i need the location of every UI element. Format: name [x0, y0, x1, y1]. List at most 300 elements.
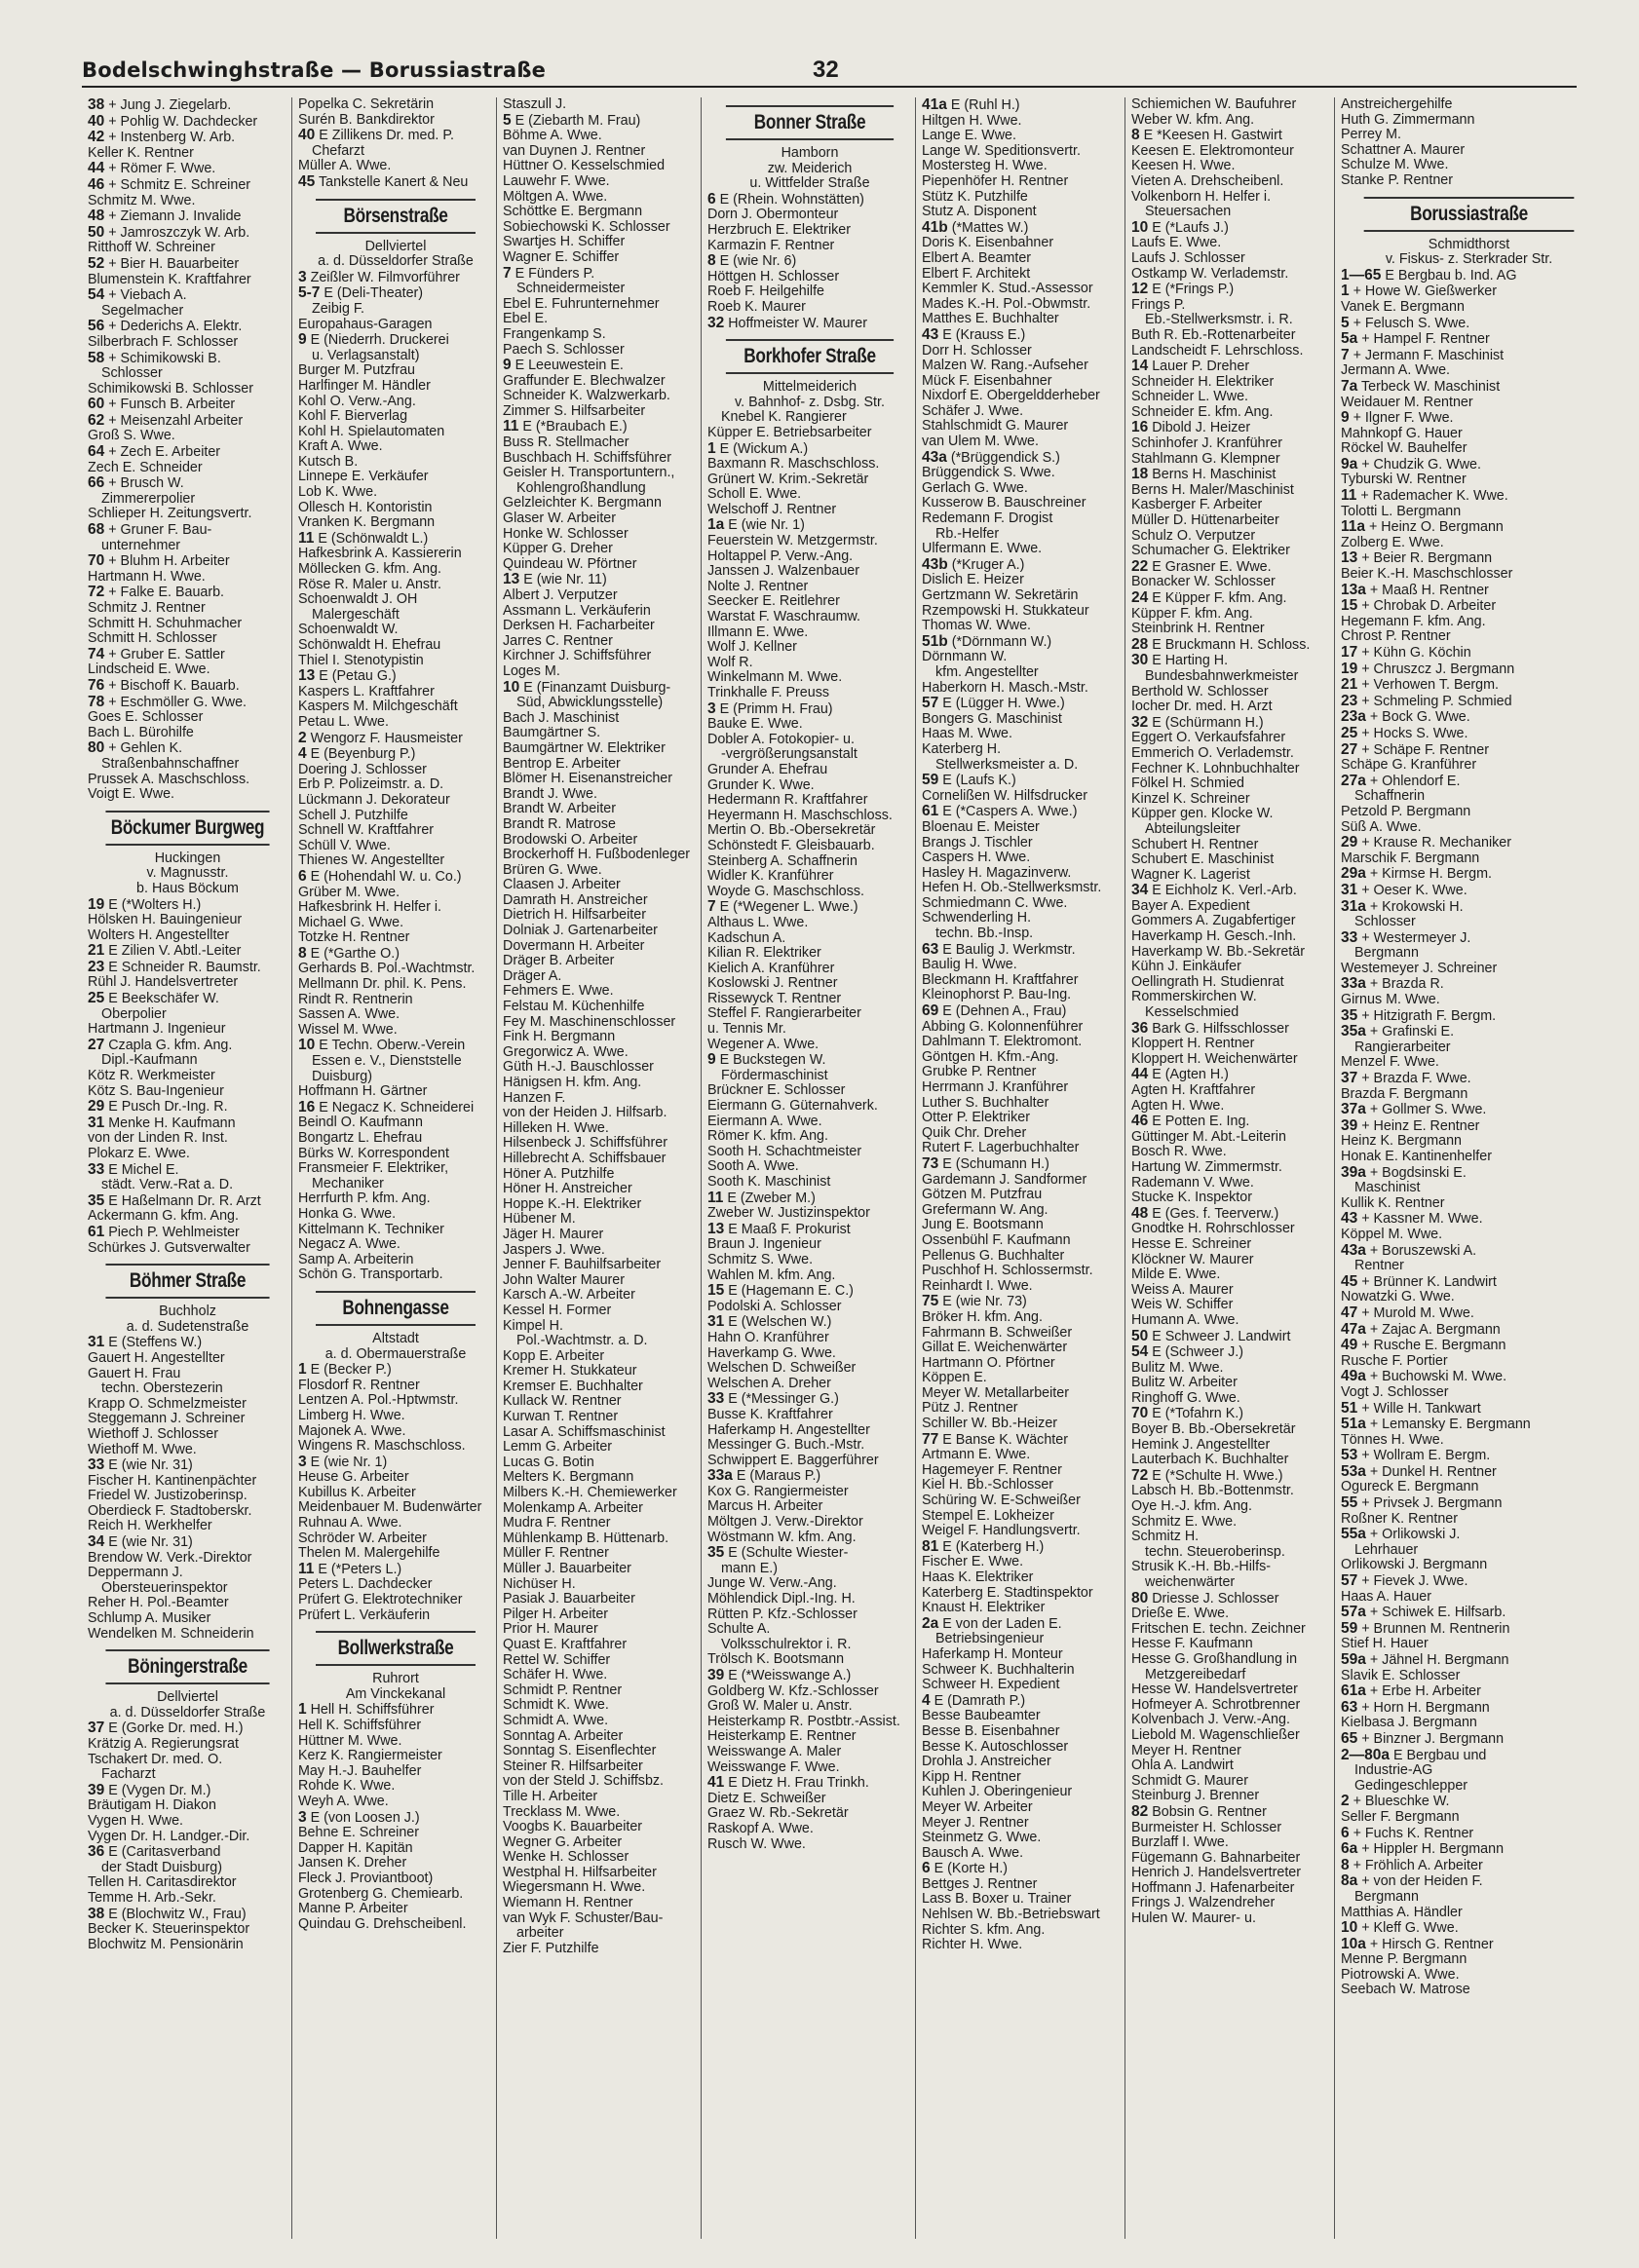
directory-entry: Gregorwicz A. Wwe.	[503, 1044, 629, 1060]
directory-entry: 31 E (Welschen W.)	[707, 1314, 832, 1331]
house-number: 37	[1341, 1071, 1358, 1087]
directory-entry: Thiel I. Stenotypistin	[298, 653, 424, 668]
directory-entry: Herrfurth P. kfm. Ang.	[298, 1191, 431, 1207]
house-number: 8a	[1341, 1873, 1358, 1890]
directory-entry: Bauke E. Wwe.	[707, 717, 803, 733]
directory-entry: 62 + Meisenzahl Arbeiter	[88, 412, 244, 429]
directory-entry: Laufs J. Schlosser	[1131, 250, 1245, 266]
directory-entry: Ebel E.	[503, 312, 549, 327]
house-number: 48	[88, 208, 105, 225]
page-title: Bodelschwinghstraße — Borussiastraße	[82, 58, 547, 82]
directory-entry: Fleck J. Proviantboot)	[298, 1871, 434, 1886]
street-heading: Böningerstraße	[105, 1649, 269, 1684]
directory-entry: Surén B. Bankdirektor	[298, 112, 435, 128]
directory-entry: 7 E Fünders P.	[503, 265, 595, 282]
district-line: Dellviertel	[157, 1690, 218, 1706]
district-line: Am Vinckekanal	[345, 1686, 446, 1702]
directory-entry: Vygen H. Wwe.	[88, 1813, 183, 1829]
district-line: Buchholz	[159, 1304, 216, 1320]
house-number: 42	[88, 130, 105, 146]
directory-entry: 81 E (Katerberg H.)	[922, 1538, 1045, 1555]
directory-entry: Bach J. Maschinist	[503, 710, 620, 726]
directory-entry: Nowatzki G. Wwe.	[1341, 1290, 1455, 1305]
directory-entry: 55a + Orlikowski J.	[1341, 1527, 1461, 1543]
directory-entry: Schönstedt F. Gleisbauarb.	[707, 838, 875, 853]
directory-entry: Hesse G. Großhandlung in	[1131, 1651, 1298, 1667]
directory-entry: Woyde G. Maschschloss.	[707, 884, 865, 899]
directory-entry: Melters K. Bergmann	[503, 1470, 634, 1486]
house-number: 36	[88, 1844, 105, 1861]
directory-entry: 76 + Bischoff K. Bauarb.	[88, 677, 240, 694]
entry-continuation: Bundesbahnwerkmeister	[1145, 668, 1299, 684]
directory-entry: Temme H. Arb.-Sekr.	[88, 1890, 216, 1906]
directory-entry: Kolvenbach J. Verw.-Ang.	[1131, 1713, 1290, 1728]
directory-entry: Hartmann J. Ingenieur	[88, 1022, 226, 1038]
house-number: 64	[88, 444, 105, 461]
directory-entry: 39 + Heinz E. Rentner	[1341, 1117, 1480, 1134]
directory-entry: 1a E (wie Nr. 1)	[707, 517, 805, 534]
directory-entry: Rusch W. Wwe.	[707, 1836, 806, 1852]
directory-entry: 6 E (Hohendahl W. u. Co.)	[298, 868, 462, 885]
directory-entry: Sooth H. Schachtmeister	[707, 1144, 862, 1159]
district-line: a. d. Sudetenstraße	[126, 1319, 249, 1335]
directory-entry: von der Heiden J. Hilfsarb.	[503, 1106, 667, 1121]
directory-entry: Swartjes H. Schiffer	[503, 235, 626, 250]
house-number: 33a	[1341, 976, 1366, 993]
directory-entry: Gommers A. Zugabfertiger	[1131, 914, 1296, 929]
house-number: 9	[707, 1052, 716, 1069]
house-number: 34	[88, 1534, 105, 1551]
entry-continuation: Betriebsingenieur	[935, 1632, 1045, 1647]
house-number: 11	[1341, 488, 1357, 505]
directory-entry: Kurwan T. Rentner	[503, 1410, 619, 1425]
directory-entry: Krapp O. Schmelzmeister	[88, 1396, 247, 1412]
directory-entry: Schönwaldt H. Ehefrau	[298, 638, 441, 653]
directory-entry: Kloppert H. Weichenwärter	[1131, 1051, 1298, 1067]
directory-entry: Schweer H. Expedient	[922, 1678, 1060, 1693]
directory-entry: Jenner F. Bauhilfsarbeiter	[503, 1258, 662, 1273]
directory-entry: Strusik K.-H. Bb.-Hilfs-	[1131, 1560, 1271, 1575]
directory-entry: Volkenborn H. Helfer i.	[1131, 189, 1272, 205]
house-number: 15	[1341, 598, 1358, 615]
directory-entry: Güth H.-J. Bauschlosser	[503, 1060, 654, 1076]
directory-entry: Friedel W. Justizoberinsp.	[88, 1489, 248, 1504]
directory-entry: Anstreichergehilfe	[1341, 97, 1453, 112]
directory-entry: Blömer H. Eisenanstreicher	[503, 772, 673, 787]
directory-entry: Dorn J. Obermonteur	[707, 208, 839, 223]
directory-entry: Fischer E. Wwe.	[922, 1555, 1024, 1570]
house-number: 8	[1341, 1857, 1350, 1873]
directory-entry: Wendelken M. Schneiderin	[88, 1626, 254, 1642]
directory-entry: Milde E. Wwe.	[1131, 1267, 1221, 1283]
directory-entry: Haferkamp H. Monteur	[922, 1646, 1063, 1662]
directory-entry: 55 + Privsek J. Bergmann	[1341, 1495, 1503, 1512]
directory-entry: Popelka C. Sekretärin	[298, 97, 435, 112]
directory-entry: Bloenau E. Meister	[922, 819, 1040, 835]
directory-entry: Hölsken H. Bauingenieur	[88, 913, 243, 928]
directory-entry: Nixdorf E. Obergeldderheber	[922, 389, 1100, 404]
house-number: 50	[1131, 1328, 1149, 1344]
directory-entry: Fransmeier F. Elektriker,	[298, 1161, 449, 1177]
house-number: 51	[1341, 1400, 1358, 1417]
entry-continuation: der Stadt Duisburg)	[101, 1860, 222, 1875]
directory-entry: 9 E Leeuwestein E.	[503, 358, 624, 374]
entry-continuation: Gedingeschlepper	[1354, 1778, 1468, 1794]
directory-entry: Plokarz E. Wwe.	[88, 1147, 190, 1161]
directory-entry: Jäger H. Maurer	[503, 1227, 604, 1242]
directory-entry: Bosch R. Wwe.	[1131, 1145, 1227, 1160]
directory-entry: Menne P. Bergmann	[1341, 1952, 1467, 1968]
directory-entry: Voogbs K. Bauarbeiter	[503, 1820, 643, 1835]
directory-entry: Wolf J. Kellner	[707, 640, 797, 656]
entry-continuation: weichenwärter	[1145, 1575, 1236, 1590]
directory-entry: Mostersteg H. Wwe.	[922, 159, 1048, 174]
directory-entry: Gerhards B. Pol.-Wachtmstr.	[298, 962, 476, 977]
directory-entry: Schwenderling H.	[922, 911, 1032, 926]
directory-entry: Thelen M. Malergehilfe	[298, 1546, 440, 1562]
directory-entry: Karsch A.-W. Arbeiter	[503, 1288, 635, 1304]
directory-entry: Schlieper H. Zeitungsvertr.	[88, 507, 252, 522]
directory-entry: Molenkamp A. Arbeiter	[503, 1500, 643, 1516]
directory-entry: Thienes W. Angestellter	[298, 853, 445, 869]
directory-entry: Michael G. Wwe.	[298, 915, 404, 930]
directory-entry: Oberdieck F. Stadtoberskr.	[88, 1503, 252, 1519]
directory-entry: Matthes E. Buchhalter	[922, 312, 1059, 327]
directory-entry: Brangs J. Tischler	[922, 835, 1033, 850]
directory-entry: Schmitz J. Rentner	[88, 601, 206, 616]
directory-entry: Sooth K. Maschinist	[707, 1175, 831, 1190]
directory-entry: Orlikowski J. Bergmann	[1341, 1558, 1488, 1573]
directory-entry: 8 E *Keesen H. Gastwirt	[1131, 128, 1282, 144]
house-number: 44	[88, 161, 105, 177]
directory-entry: Tellen H. Caritasdirektor	[88, 1875, 237, 1891]
directory-entry: 73 E (Schumann H.)	[922, 1155, 1049, 1172]
directory-entry: 33 E (wie Nr. 31)	[88, 1457, 193, 1474]
house-number: 51a	[1341, 1417, 1366, 1433]
directory-entry: Stahlmann G. Klempner	[1131, 451, 1280, 467]
directory-entry: Voigt E. Wwe.	[88, 787, 174, 803]
directory-entry: Gnodtke H. Rohrschlosser	[1131, 1222, 1295, 1237]
directory-entry: Ogureck E. Bergmann	[1341, 1480, 1479, 1495]
directory-entry: Illmann E. Wwe.	[707, 624, 809, 640]
directory-entry: 13 + Beier R. Bergmann	[1341, 550, 1493, 567]
house-number: 13	[298, 668, 316, 685]
directory-entry: Felstau M. Küchenhilfe	[503, 1000, 645, 1015]
directory-entry: 60 + Funsch B. Arbeiter	[88, 397, 236, 413]
directory-entry: Doering J. Schlosser	[298, 762, 427, 777]
directory-entry: Baxmann R. Maschschloss.	[707, 457, 880, 472]
house-number: 57a	[1341, 1605, 1366, 1621]
directory-entry: Brüren G. Wwe.	[503, 862, 602, 878]
directory-entry: Grüber M. Wwe.	[298, 885, 400, 900]
column-7	[1334, 97, 1601, 2239]
directory-entry: Schneider E. kfm. Ang.	[1131, 404, 1274, 420]
directory-entry: 11 E (*Braubach E.)	[503, 419, 628, 435]
directory-entry: Brandt R. Matrose	[503, 816, 617, 832]
directory-entry: 33 + Westermeyer J.	[1341, 929, 1471, 946]
directory-entry: Pütz J. Rentner	[922, 1401, 1018, 1417]
directory-entry: 48 + Ziemann J. Invalide	[88, 208, 242, 225]
street-heading: Borkhofer Straße	[726, 339, 894, 374]
directory-entry: Steinberg A. Schaffnerin	[707, 853, 858, 869]
directory-entry: Dovermann H. Arbeiter	[503, 938, 645, 954]
directory-entry: 46 + Schmitz E. Schreiner	[88, 176, 251, 193]
house-number: 43	[922, 326, 939, 343]
directory-entry: Schlump A. Musiker	[88, 1611, 211, 1627]
house-number: 40	[298, 128, 316, 144]
directory-entry: Klöckner W. Maurer	[1131, 1252, 1254, 1267]
directory-entry: 42 + Instenberg W. Arb.	[88, 130, 236, 146]
house-number: 8	[707, 253, 716, 270]
street-heading: Börsenstraße	[316, 199, 476, 234]
directory-entry: 31 Menke H. Kaufmann	[88, 1115, 236, 1131]
directory-entry: 36 Bark G. Hilfsschlosser	[1131, 1020, 1289, 1037]
directory-entry: Bayer A. Expedient	[1131, 898, 1250, 914]
directory-entry: 13 E Maaß F. Prokurist	[707, 1221, 851, 1237]
directory-entry: 52 + Bier H. Bauarbeiter	[88, 255, 240, 272]
directory-entry: 49 + Rusche E. Bergmann	[1341, 1338, 1506, 1354]
directory-entry: Hesse W. Handelsvertreter	[1131, 1682, 1298, 1698]
directory-entry: Steffel F. Rangierarbeiter	[707, 1006, 861, 1022]
directory-entry: Matthias A. Händler	[1341, 1905, 1463, 1920]
directory-entry: Frings P.	[1131, 297, 1186, 313]
directory-entry: 39 E (*Weisswange A.)	[707, 1668, 852, 1683]
directory-entry: Höner A. Putzhilfe	[503, 1166, 615, 1182]
directory-entry: Agten H. Kraftfahrer	[1131, 1083, 1256, 1098]
directory-entry: Roeb F. Heilgehilfe	[707, 284, 825, 300]
directory-entry: Vanek E. Bergmann	[1341, 299, 1465, 315]
house-number: 1	[707, 440, 716, 457]
house-number: 73	[922, 1155, 939, 1172]
directory-entry: Gerlach G. Wwe.	[922, 480, 1028, 496]
directory-entry: Hilleken H. Wwe.	[503, 1120, 609, 1136]
directory-entry: Haverkamp H. Gesch.-Inh.	[1131, 929, 1297, 945]
directory-entry: Pasiak J. Bauarbeiter	[503, 1592, 635, 1607]
directory-entry: Peters L. Dachdecker	[298, 1577, 433, 1593]
directory-entry: 35 E Haßelmann Dr. R. Arzt	[88, 1192, 261, 1209]
directory-entry: Stempel E. Lokheizer	[922, 1508, 1054, 1524]
house-number: 8	[298, 945, 307, 962]
house-number: 13	[1341, 550, 1358, 567]
directory-entry: 33 E Michel E.	[88, 1161, 179, 1178]
directory-entry: Prüfert G. Elektrotechniker	[298, 1593, 463, 1608]
directory-entry: Quik Chr. Dreher	[922, 1125, 1027, 1141]
directory-entry: Elbert A. Beamter	[922, 250, 1032, 266]
directory-entry: 39a + Bogdsinski E.	[1341, 1164, 1467, 1181]
directory-entry: Besse Baubeamter	[922, 1709, 1041, 1724]
house-number: 49a	[1341, 1369, 1366, 1385]
directory-entry: Albert J. Verputzer	[503, 588, 618, 603]
directory-entry: Prussek A. Maschschloss.	[88, 772, 250, 787]
entry-continuation: Schneidermeister	[516, 282, 626, 297]
house-number: 1	[298, 1362, 307, 1379]
directory-entry: Laufs E. Wwe.	[1131, 236, 1222, 251]
house-number: 6	[298, 868, 307, 885]
directory-entry: Bulitz M. Wwe.	[1131, 1360, 1224, 1376]
directory-entry: Kleinophorst P. Bau-Ing.	[922, 988, 1072, 1003]
house-number: 35a	[1341, 1024, 1366, 1040]
directory-entry: Busse K. Kraftfahrer	[707, 1407, 833, 1422]
house-number: 59	[922, 773, 939, 789]
house-number: 77	[922, 1431, 939, 1448]
directory-entry: Kohl H. Spielautomaten	[298, 424, 445, 439]
directory-entry: Fechner K. Lohnbuchhalter	[1131, 761, 1300, 776]
directory-entry: Schön G. Transportarb.	[298, 1267, 443, 1283]
directory-entry: Petzold P. Bergmann	[1341, 804, 1471, 819]
directory-entry: Mück F. Eisenbahner	[922, 373, 1052, 389]
house-number: 29	[88, 1099, 105, 1115]
directory-entry: Bettges J. Rentner	[922, 1876, 1038, 1892]
house-number: 41	[707, 1775, 725, 1792]
directory-entry: Schmitz S. Wwe.	[707, 1252, 814, 1267]
directory-entry: Rutert F. Lagerbuchhalter	[922, 1141, 1080, 1156]
directory-entry: Messinger G. Buch.-Mstr.	[707, 1438, 865, 1454]
house-number: 72	[88, 585, 105, 601]
directory-entry: Dahlmann T. Elektromont.	[922, 1035, 1083, 1050]
directory-entry: Baumgärtner S.	[503, 726, 601, 741]
directory-entry: Mudra F. Rentner	[503, 1516, 611, 1531]
directory-entry: Thomas W. Wwe.	[922, 619, 1032, 634]
directory-entry: Weis W. Schiffer	[1131, 1298, 1234, 1313]
directory-entry: 18 Berns H. Maschinist	[1131, 467, 1277, 483]
directory-entry: Bulitz W. Arbeiter	[1131, 1376, 1238, 1391]
house-number: 63	[922, 941, 939, 958]
house-number: 29a	[1341, 866, 1366, 883]
directory-entry: 70 E (*Tofahrn K.)	[1131, 1406, 1243, 1422]
directory-entry: Haverkamp G. Wwe.	[707, 1345, 836, 1361]
directory-entry: Agten H. Wwe.	[1131, 1098, 1225, 1114]
directory-entry: Mertin O. Bb.-Obersekretär	[707, 823, 876, 839]
house-number: 13	[707, 1221, 725, 1237]
directory-entry: May H.-J. Bauhelfer	[298, 1763, 422, 1779]
street-heading: Bonner Straße	[726, 105, 894, 140]
directory-entry: Schoenwaldt J. OH	[298, 592, 418, 608]
directory-entry: Pilger H. Arbeiter	[503, 1606, 609, 1622]
directory-entry: Kötz R. Werkmeister	[88, 1069, 215, 1084]
directory-entry: Sobiechowski K. Schlosser	[503, 219, 670, 235]
directory-entry: Steinburg J. Brenner	[1131, 1789, 1260, 1804]
directory-entry: Wiethoff M. Wwe.	[88, 1442, 197, 1457]
directory-entry: Kilian R. Elektriker	[707, 946, 821, 962]
directory-entry: Piepenhöfer H. Rentner	[922, 173, 1069, 189]
directory-entry: 28 E Bruckmann H. Schloss.	[1131, 636, 1311, 653]
directory-entry: 29a + Kirmse H. Bergm.	[1341, 866, 1492, 883]
house-number: 68	[88, 522, 105, 539]
directory-entry: Ulfermann E. Wwe.	[922, 542, 1043, 557]
directory-entry: Baulig H. Wwe.	[922, 958, 1017, 973]
directory-entry: 25 E Beekschäfer W.	[88, 991, 219, 1007]
directory-entry: Kraft A. Wwe.	[298, 439, 383, 455]
directory-entry: Ollesch H. Kontoristin	[298, 500, 433, 515]
district-line: zw. Meiderich	[767, 161, 853, 176]
house-number: 7	[1341, 347, 1350, 363]
directory-entry: Totzke H. Rentner	[298, 930, 410, 946]
house-number: 41b	[922, 219, 948, 236]
directory-entry: Küpper gen. Klocke W.	[1131, 807, 1274, 822]
house-number: 18	[1131, 467, 1149, 483]
directory-entry: Derksen H. Facharbeiter	[503, 619, 655, 634]
house-number: 37a	[1341, 1102, 1366, 1118]
directory-entry: Richter S. kfm. Ang.	[922, 1922, 1046, 1938]
house-number: 33	[1341, 929, 1358, 946]
directory-entry: Hoffmann H. Gärtner	[298, 1084, 428, 1100]
directory-entry: 33 E (*Messinger G.)	[707, 1391, 839, 1408]
directory-entry: Trecklass M. Wwe.	[503, 1804, 621, 1820]
directory-entry: 9a + Chudzik G. Wwe.	[1341, 456, 1481, 472]
directory-entry: Labsch H. Bb.-Bottenmstr.	[1131, 1484, 1294, 1499]
entry-continuation: Lehrhauer	[1354, 1542, 1419, 1558]
directory-entry: 5-7 E (Deli-Theater)	[298, 285, 424, 302]
directory-entry: 11 E (Zweber M.)	[707, 1190, 816, 1206]
directory-entry: 66 + Brusch W.	[88, 475, 184, 492]
directory-entry: Rommerskirchen W.	[1131, 990, 1257, 1005]
house-number: 32	[1131, 714, 1149, 731]
directory-entry: 33a + Brazda R.	[1341, 976, 1444, 993]
directory-entry: Stahlschmidt G. Maurer	[922, 419, 1069, 435]
directory-entry: 35 + Hitzigrath F. Bergm.	[1341, 1007, 1497, 1024]
directory-entry: 2a E von der Laden E.	[922, 1615, 1062, 1632]
directory-entry: Küpper F. kfm. Ang.	[1131, 606, 1253, 622]
directory-entry: Hedermann R. Kraftfahrer	[707, 793, 868, 809]
directory-entry: Keesen E. Elektromonteur	[1131, 143, 1294, 159]
house-number: 39	[1341, 1117, 1358, 1134]
house-number: 7	[503, 265, 512, 282]
directory-entry: Kiel H. Bb.-Schlosser	[922, 1478, 1054, 1493]
directory-entry: Assmann L. Verkäuferin	[503, 603, 651, 619]
directory-entry: Möllecken G. kfm. Ang.	[298, 562, 441, 578]
directory-entry: Berns H. Maler/Maschinist	[1131, 482, 1294, 498]
directory-entry: Schröder W. Arbeiter	[298, 1531, 427, 1546]
directory-entry: Chrost P. Rentner	[1341, 629, 1451, 645]
directory-entry: Sonntag S. Eisenflechter	[503, 1744, 657, 1759]
directory-entry: Kohl O. Verw.-Ang.	[298, 394, 416, 409]
directory-entry: Kremser E. Buchhalter	[503, 1379, 643, 1394]
directory-entry: 74 + Gruber E. Sattler	[88, 646, 225, 662]
directory-entry: Höner H. Anstreicher	[503, 1182, 632, 1197]
directory-entry: Müller D. Hüttenarbeiter	[1131, 513, 1279, 529]
directory-entry: Keesen H. Wwe.	[1131, 159, 1236, 174]
entry-continuation: Steuersachen	[1145, 205, 1232, 220]
directory-entry: Mühlenkamp B. Hüttenarb.	[503, 1531, 669, 1546]
directory-entry: 1—65 E Bergbau b. Ind. AG	[1341, 267, 1517, 284]
directory-entry: Harlfinger M. Händler	[298, 378, 431, 394]
directory-entry: Tille H. Arbeiter	[503, 1789, 598, 1804]
directory-entry: Landscheidt F. Lehrschloss.	[1131, 343, 1304, 359]
directory-entry: Schüring W. E-Schweißer	[922, 1493, 1081, 1509]
entry-continuation: unternehmer	[101, 538, 181, 553]
entry-continuation: Pol.-Wachtmstr. a. D.	[516, 1334, 648, 1349]
district-line: a. d. Düsseldorfer Straße	[109, 1705, 266, 1720]
house-number: 11	[707, 1190, 724, 1206]
directory-entry: Reher H. Pol.-Beamter	[88, 1596, 229, 1611]
directory-entry: Negacz A. Wwe.	[298, 1237, 400, 1253]
house-number: 39	[707, 1668, 725, 1683]
directory-entry: Tyburski W. Rentner	[1341, 472, 1467, 488]
entry-continuation: mann E.)	[721, 1561, 779, 1576]
directory-entry: Kaspers L. Kraftfahrer	[298, 684, 435, 699]
directory-entry: Groß W. Maler u. Anstr.	[707, 1699, 853, 1715]
directory-entry: Samp A. Arbeiterin	[298, 1252, 414, 1267]
directory-entry: Zweber W. Justizinspektor	[707, 1206, 870, 1222]
house-number: 27	[1341, 741, 1358, 758]
directory-entry: Kusserow B. Bauschreiner	[922, 496, 1086, 511]
directory-entry: Höttgen H. Schlosser	[707, 269, 840, 284]
directory-entry: Heyermann H. Maschschloss.	[707, 808, 893, 823]
directory-entry: 5 + Felusch S. Wwe.	[1341, 315, 1470, 331]
directory-entry: Weigel F. Handlungsvertr.	[922, 1524, 1081, 1539]
directory-entry: Schulz O. Verputzer	[1131, 528, 1256, 544]
entry-continuation: Zeibig F.	[312, 301, 365, 317]
